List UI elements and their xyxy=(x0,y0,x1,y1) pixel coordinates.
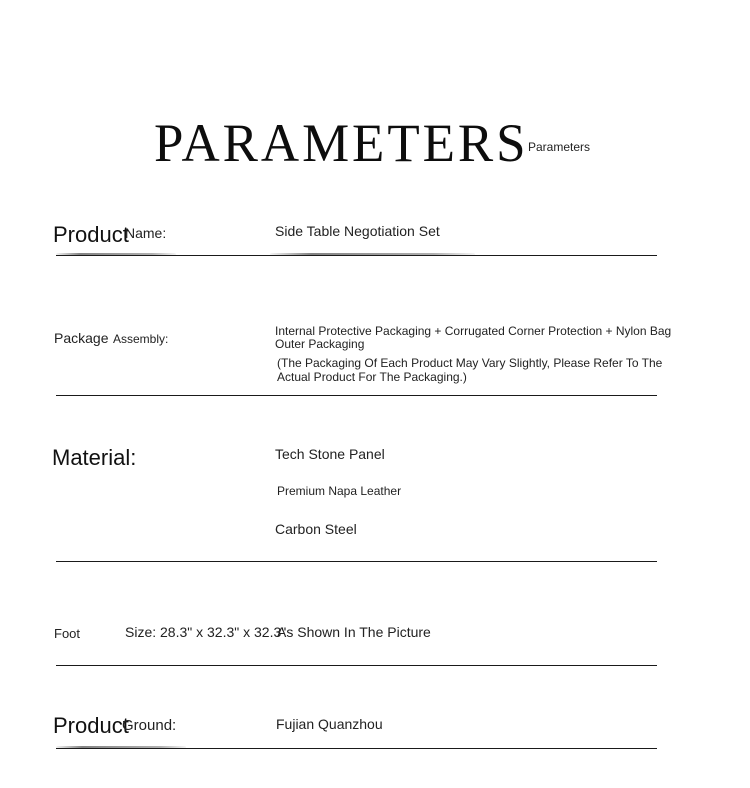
material-value-1: Tech Stone Panel xyxy=(275,446,385,462)
product-name-sublabel: Name: xyxy=(125,225,167,241)
product-name-label: Product xyxy=(53,222,129,247)
row-divider xyxy=(56,395,657,396)
package-value-line1: Internal Protective Packaging + Corrugated Corner Protection + Nylon Bag xyxy=(275,324,672,338)
page-title: PARAMETERS xyxy=(154,113,529,173)
material-label: Material: xyxy=(52,445,137,470)
page-subtitle: Parameters xyxy=(528,140,591,154)
package-note: (The Packaging Of Each Product May Vary Slightly, Please Refer To The Actual Product For The Packaging.) xyxy=(277,356,663,384)
row-divider xyxy=(56,665,657,666)
row-divider xyxy=(56,748,657,749)
product-name-value: Side Table Negotiation Set xyxy=(275,223,440,239)
row-divider xyxy=(56,561,657,562)
material-value-2: Premium Napa Leather xyxy=(277,484,402,498)
foot-size-label: Size: 28.3" x 32.3" x 32.3" xyxy=(125,624,287,640)
product-origin-label: Product xyxy=(53,713,129,738)
row-divider xyxy=(56,255,657,256)
material-value-3: Carbon Steel xyxy=(275,521,357,537)
package-label: Package xyxy=(54,330,109,346)
package-sublabel: Assembly: xyxy=(113,332,169,346)
product-origin-sublabel: Ground: xyxy=(122,717,177,734)
package-value-line2: Outer Packaging xyxy=(275,337,365,351)
foot-value: As Shown In The Picture xyxy=(277,624,431,640)
product-origin-value: Fujian Quanzhou xyxy=(276,716,383,732)
foot-label: Foot xyxy=(54,626,81,641)
